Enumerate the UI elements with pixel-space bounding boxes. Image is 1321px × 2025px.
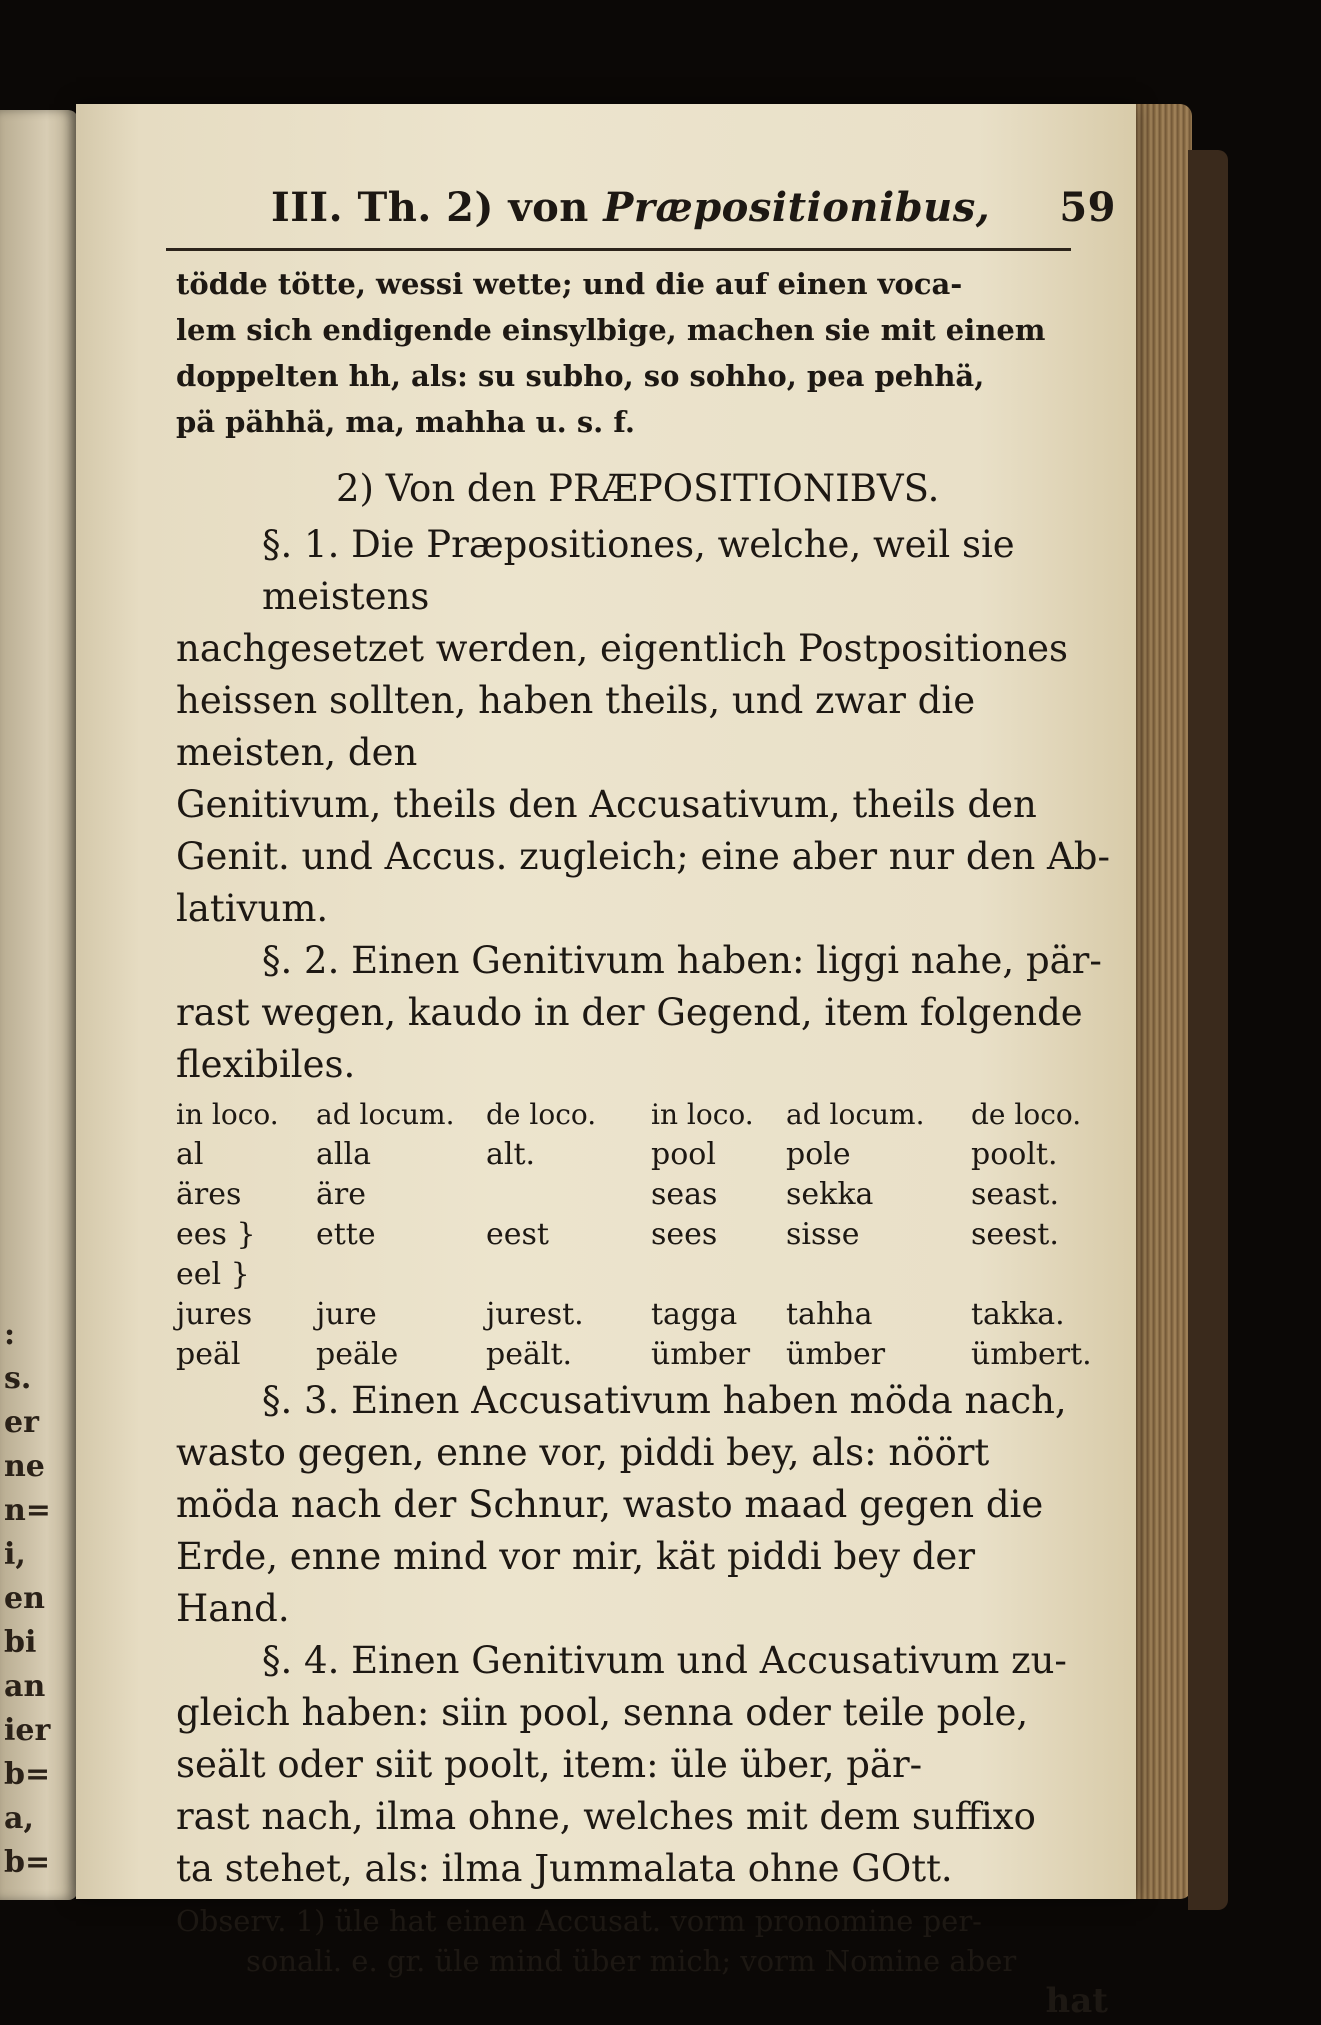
table-header-cell: de loco. <box>486 1098 597 1131</box>
running-title <box>271 184 1059 231</box>
text-line: ta stehet, als: ilma Jummalata ohne GOtt. <box>176 1847 953 1890</box>
margin-fragment: s. <box>4 1361 32 1396</box>
table-cell: sees <box>651 1217 718 1252</box>
table-cell <box>486 1175 651 1215</box>
text-line: sonali. e. gr. üle mind über mich; vorm Nomine aber <box>246 1944 1017 1978</box>
text-line: doppelten hh, als: su subho, so sohho, pea pehhä, <box>176 359 985 393</box>
table-cell <box>316 1255 486 1295</box>
page-text <box>176 184 1136 2021</box>
table-cell: peält. <box>486 1337 573 1372</box>
text-line: rast nach, ilma ohne, welches mit dem suffixo <box>176 1795 1036 1838</box>
text-line: lativum. <box>176 887 329 930</box>
table-cell: ette <box>316 1217 376 1252</box>
text-line: gleich haben: siin pool, senna oder teile pole, <box>176 1691 1029 1734</box>
table-cell: alla <box>316 1137 371 1172</box>
paragraph-1 <box>176 519 1136 935</box>
page-number: 59 <box>1059 184 1116 231</box>
table-cell <box>651 1255 786 1295</box>
table-cell: takka. <box>971 1297 1065 1332</box>
book-page <box>76 104 1136 2021</box>
table-cell: pole <box>786 1137 851 1172</box>
table-cell <box>486 1255 651 1295</box>
margin-fragment: a, <box>4 1801 34 1836</box>
text-line: §. 2. Einen Genitivum haben: liggi nahe, pär- <box>262 939 1102 982</box>
table-cell: ümbert. <box>971 1337 1092 1372</box>
text-line: Genitivum, theils den Accusativum, theils den <box>176 783 1037 826</box>
text-line: Genit. und Accus. zugleich; eine aber nur den Ab- <box>176 835 1110 878</box>
table-cell: tahha <box>786 1297 873 1332</box>
text-line: §. 1. Die Præpositiones, welche, weil sie meistens <box>262 523 1015 618</box>
text-line: wasto gegen, enne vor, piddi bey, als: nöört <box>176 1431 990 1474</box>
book-cover-edge <box>1188 150 1228 1910</box>
paragraph-4 <box>176 1635 1136 1895</box>
text-line: nachgesetzet werden, eigentlich Postpositiones <box>176 627 1068 670</box>
margin-fragment: b= <box>4 1757 51 1792</box>
table-header-cell: in loco. <box>651 1098 754 1131</box>
text-line: Erde, enne mind vor mir, kät piddi bey der <box>176 1535 976 1578</box>
margin-fragment: bi <box>4 1625 37 1660</box>
table-cell: jures <box>176 1297 253 1332</box>
intro-paragraph <box>176 261 1136 445</box>
section-title: 2) Von den PRÆPOSITIONIBVS. <box>336 467 940 510</box>
page-stack-edge <box>1136 104 1192 1899</box>
margin-fragment: ier <box>4 1713 51 1748</box>
table-cell: pool <box>651 1137 716 1172</box>
text-line: möda nach der Schnur, wasto maad gegen die <box>176 1483 1044 1526</box>
text-line: heissen sollten, haben theils, und zwar die meisten, den <box>176 679 976 774</box>
flexibles-table <box>176 1095 1136 1375</box>
text-line: Observ. 1) üle hat einen Accusat. vorm pronomine per- <box>176 1904 982 1938</box>
text-line: flexibiles. <box>176 1043 356 1086</box>
table-cell: jurest. <box>486 1297 584 1332</box>
margin-fragment: er <box>4 1405 39 1440</box>
text-line: seält oder siit poolt, item: üle über, pär- <box>176 1743 923 1786</box>
table-cell: alt. <box>486 1137 536 1172</box>
running-title-prefix: III. Th. 2) von <box>271 184 604 231</box>
header-rule <box>166 248 1071 251</box>
catchword: hat <box>1045 1981 1108 2021</box>
margin-fragment: an <box>4 1669 46 1704</box>
margin-fragment: i, <box>4 1537 26 1572</box>
table-cell: seest. <box>971 1217 1059 1252</box>
observation-note <box>176 1901 1136 2021</box>
paragraph-2 <box>176 935 1136 1091</box>
table-cell: sisse <box>786 1217 860 1252</box>
text-line: lem sich endigende einsylbige, machen sie mit einem <box>176 313 1046 347</box>
text-line: Hand. <box>176 1587 290 1630</box>
table-cell: eest <box>486 1217 549 1252</box>
table-cell: tagga <box>651 1297 738 1332</box>
observation-lines <box>176 1901 1136 1981</box>
table-cell: äre <box>316 1177 366 1212</box>
table-cell: ümber <box>651 1337 751 1372</box>
margin-fragment: n= <box>4 1493 51 1528</box>
table-header-cell: in loco. <box>176 1098 279 1131</box>
table-cell: seast. <box>971 1177 1060 1212</box>
table-cell: eel } <box>176 1257 250 1292</box>
table-cell: al <box>176 1137 204 1172</box>
text-line: pä pähhä, ma, mahha u. s. f. <box>176 405 635 439</box>
table-cell: ees } <box>176 1217 256 1252</box>
table-header-cell: de loco. <box>971 1098 1082 1131</box>
text-line: tödde tötte, wessi wette; und die auf einen voca- <box>176 267 963 301</box>
table-cell <box>971 1255 1091 1295</box>
running-header <box>176 184 1136 246</box>
paragraph-3 <box>176 1375 1136 1635</box>
running-title-italic: Præpositionibus, <box>603 184 991 231</box>
table-cell <box>786 1255 971 1295</box>
margin-fragment: b= <box>4 1845 51 1880</box>
table-cell: jure <box>316 1297 377 1332</box>
text-line: rast wegen, kaudo in der Gegend, item folgende <box>176 991 1083 1034</box>
table-header-cell: ad locum. <box>786 1098 925 1131</box>
table-cell: ümber <box>786 1337 886 1372</box>
table-cell: seas <box>651 1177 718 1212</box>
table-cell: poolt. <box>971 1137 1058 1172</box>
table-cell: peäle <box>316 1337 399 1372</box>
text-line: §. 4. Einen Genitivum und Accusativum zu- <box>262 1639 1067 1682</box>
margin-fragment: en <box>4 1581 45 1616</box>
text-line: §. 3. Einen Accusativum haben möda nach, <box>262 1379 1067 1422</box>
table-cell: äres <box>176 1177 242 1212</box>
margin-fragment: : <box>4 1317 16 1352</box>
margin-fragment: ne <box>4 1449 45 1484</box>
table-cell: peäl <box>176 1337 241 1372</box>
table-header-cell: ad locum. <box>316 1098 455 1131</box>
table-cell: sekka <box>786 1177 874 1212</box>
